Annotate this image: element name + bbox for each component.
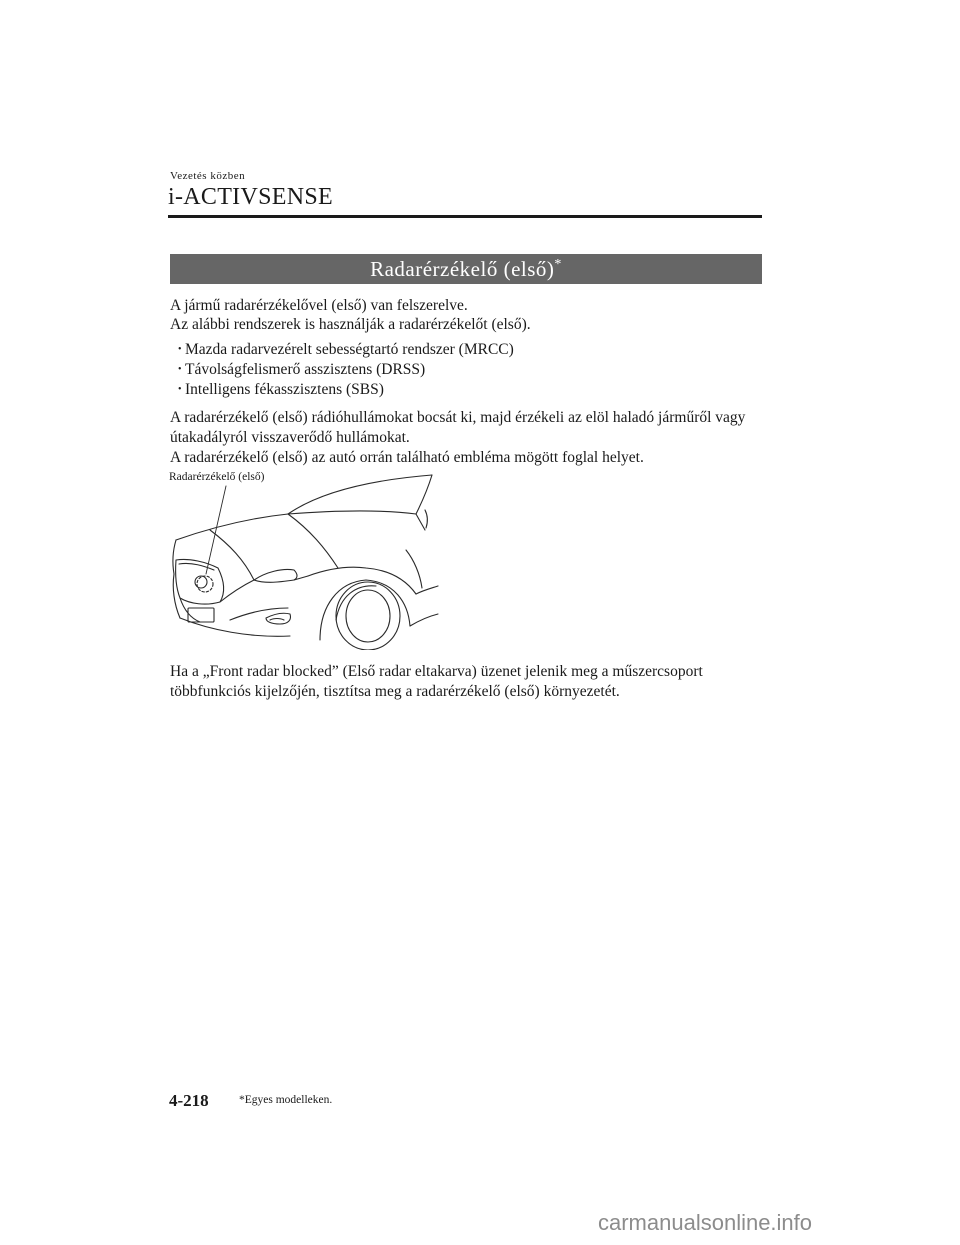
list-item	[178, 380, 384, 400]
page-number: 4-218	[169, 1091, 209, 1110]
list-item	[178, 360, 425, 380]
list-item	[178, 340, 514, 360]
note-line-2: többfunkciós kijelzőjén, tisztítsa meg a radarérzékelő (első) környezetét.	[170, 683, 620, 700]
description-line-2: útakadályról visszaverődő hullámokat.	[170, 429, 410, 446]
intro-line-1: A jármű radarérzékelővel (első) van felszerelve.	[170, 297, 468, 314]
bullet-icon: •	[178, 344, 182, 355]
watermark[interactable]: carmanualsonline.info	[598, 1210, 813, 1235]
section-heading	[170, 254, 762, 284]
bullet-icon: •	[178, 364, 182, 375]
optional-feature-marker: *	[554, 257, 562, 272]
list-item-text: Mazda radarvezérelt sebességtartó rendszer (MRCC)	[185, 341, 514, 358]
description-line-1: A radarérzékelő (első) rádióhullámokat bocsát ki, majd érzékeli az elöl haladó járműről vagy	[170, 409, 746, 426]
section-heading-text: Radarérzékelő (első)	[370, 257, 555, 281]
note-line-1: Ha a „Front radar blocked” (Első radar eltakarva) üzenet jelenik meg a műszercsoport	[170, 663, 703, 680]
car-front-illustration	[170, 470, 440, 650]
figure-callout-label: Radarérzékelő (első)	[169, 471, 265, 483]
intro-line-2: Az alábbi rendszerek is használják a radarérzékelőt (első).	[170, 316, 531, 333]
chapter-title: i-ACTIVSENSE	[168, 184, 333, 210]
description-line-3: A radarérzékelő (első) az autó orrán található embléma mögött foglal helyet.	[170, 449, 644, 466]
chapter-divider	[168, 215, 762, 218]
footnote: *Egyes modelleken.	[239, 1094, 333, 1106]
section-label: Vezetés közben	[170, 170, 246, 182]
bullet-icon: •	[178, 384, 182, 395]
list-item-text: Intelligens fékasszisztens (SBS)	[185, 381, 384, 398]
list-item-text: Távolságfelismerő asszisztens (DRSS)	[185, 361, 426, 378]
